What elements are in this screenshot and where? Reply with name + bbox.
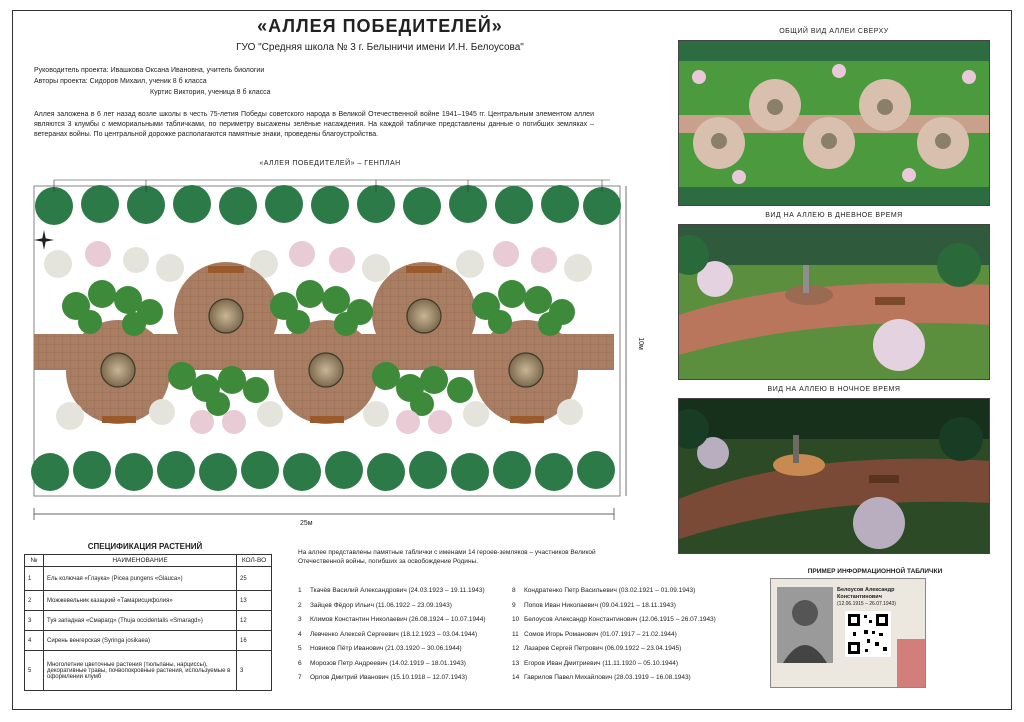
spec-title: СПЕЦИФИКАЦИЯ РАСТЕНИЙ (87, 542, 203, 551)
lilac-row-top (44, 241, 592, 282)
info-heading: Белоусов Александр Константинович (837, 587, 895, 600)
list-item: 9 Попов Иван Николаевич (09.04.1921 – 18.11.1943) (512, 601, 676, 609)
spec-num: 5 (25, 651, 44, 691)
spec-header-name: НАИМЕНОВАНИЕ (44, 555, 237, 567)
list-item: 13 Егоров Иван Дмитриевич (11.11.1920 – 05.10.1944) (512, 659, 679, 667)
spec-header-num: № (25, 555, 44, 567)
plan-dim-width: 25м (300, 520, 313, 527)
spec-num: 2 (25, 591, 44, 611)
site-plan (30, 176, 630, 532)
list-item: 14 Гаврилов Павел Михайлович (28.03.1919 – 16.08.1943) (512, 674, 691, 681)
list-item: 1 Ткачёв Василий Александрович (24.03.1923 – 19.11.1943) (298, 587, 485, 594)
spec-qty: 25 (237, 567, 272, 591)
photo-label-top: ОБЩИЙ ВИД АЛЛЕИ СВЕРХУ (779, 28, 889, 35)
plan-dim-height: 10м (636, 337, 644, 350)
list-item: 12 Лазарев Сергей Петрович (06.09.1922 – 23.04.1945) (512, 645, 682, 652)
photo-label-day: ВИД НА АЛЛЕЮ В ДНЕВНОЕ ВРЕМЯ (765, 212, 903, 219)
spec-qty: 13 (237, 591, 272, 611)
info-board-label: ПРИМЕР ИНФОРМАЦИОННОЙ ТАБЛИЧКИ (807, 568, 943, 575)
info-board (770, 578, 926, 688)
plan-label: «АЛЛЕЯ ПОБЕДИТЕЛЕЙ» – ГЕНПЛАН (259, 160, 401, 167)
list-item: 11 Сомов Игорь Романович (01.07.1917 – 21.02.1944) (512, 630, 677, 638)
list-item: 10 Белоусов Александр Константинович (12.06.1915 – 26.07.1943) (512, 616, 716, 623)
ribbon-decoration (897, 639, 926, 688)
project-lead: Руководитель проекта: Ивашкова Оксана Ивановна, учитель биологии (34, 67, 265, 74)
table-row (25, 567, 272, 591)
project-authors: Авторы проекта: Сидоров Михаил, ученик 8 б класса (34, 78, 207, 85)
spec-qty: 3 (237, 651, 272, 691)
page-title: «АЛЛЕЯ ПОБЕДИТЕЛЕЙ» (257, 16, 503, 36)
list-item: 2 Зайцев Фёдор Ильич (11.06.1922 – 23.09.1943) (298, 601, 452, 609)
spec-name: Ель колючая «Глаука» (Picea pungens «Glauca») (44, 567, 237, 591)
spec-name: Сирень венгерская (Syringa josikaea) (44, 631, 237, 651)
spec-name: Многолетние цветочные растения (тюльпаны, нарциссы), декоративные травы, почвопокровные растения, используемые в оформлении клумб (44, 651, 237, 691)
table-row (25, 611, 272, 631)
spec-qty: 16 (237, 631, 272, 651)
info-dates: (12.06.1915 – 26.07.1943) (837, 601, 896, 607)
memorial-intro: На аллее представлены памятные таблички с именами 14 героев-земляков – участников Великой Отечественной войны, погибших за освобождение Родины. (298, 549, 596, 565)
table-row (25, 591, 272, 611)
spec-qty: 12 (237, 611, 272, 631)
table-row (25, 631, 272, 651)
spec-num: 1 (25, 567, 44, 591)
spec-num: 3 (25, 611, 44, 631)
render-day-view (678, 224, 990, 380)
list-item: 5 Новиков Пётр Иванович (21.03.1920 – 30.06.1944) (298, 645, 462, 652)
spec-header-qty: КОЛ-ВО (237, 555, 272, 567)
project-description: Аллея заложена в 6 лет назад возле школы в честь 75-летия Победы советского народа в Великой Отечественной войне 1941–1945 гг. Центральным элементом аллеи являются 3 клумбы с мемориальными табличками, по периметру высажены зелёные насаждения. На каждой табличке представлены данные о погибших земляках – ветеранах войны. По центральной дорожке располагаются памятные знаки, проведены благоустройства. (34, 111, 594, 138)
compass-icon (34, 230, 54, 250)
qr-code-icon (845, 611, 891, 657)
portrait-image (777, 587, 833, 663)
page-subtitle: ГУО "Средняя школа № 3 г. Белыничи имени И.Н. Белоусова" (236, 42, 524, 53)
list-item: 4 Левченко Алексей Сергеевич (18.12.1923 – 03.04.1944) (298, 630, 478, 638)
project-authors-2: Куртис Виктория, ученица 8 б класса (150, 89, 271, 96)
photo-label-night: ВИД НА АЛЛЕЮ В НОЧНОЕ ВРЕМЯ (767, 386, 901, 393)
spec-name: Можжевельник казацкий «Тамарисцифолия» (44, 591, 237, 611)
spec-table (24, 554, 272, 691)
list-item: 6 Морозов Петр Андреевич (14.02.1919 – 18.01.1943) (298, 659, 466, 667)
spec-num: 4 (25, 631, 44, 651)
spec-name: Туя западная «Смарагд» (Thuja occidentalis «Smaragd») (44, 611, 237, 631)
list-item: 8 Кондратенко Петр Васильевич (03.02.1921 – 01.09.1943) (512, 587, 696, 594)
render-top-view (678, 40, 990, 206)
spruce-row-top (35, 185, 621, 225)
list-item: 3 Климов Константин Николаевич (26.08.1924 – 10.07.1944) (298, 616, 486, 623)
spruce-row-bottom (31, 451, 615, 491)
render-night-view (678, 398, 990, 554)
list-item: 7 Орлов Дмитрий Иванович (15.10.1918 – 12.07.1943) (298, 674, 468, 681)
table-row (25, 651, 272, 691)
